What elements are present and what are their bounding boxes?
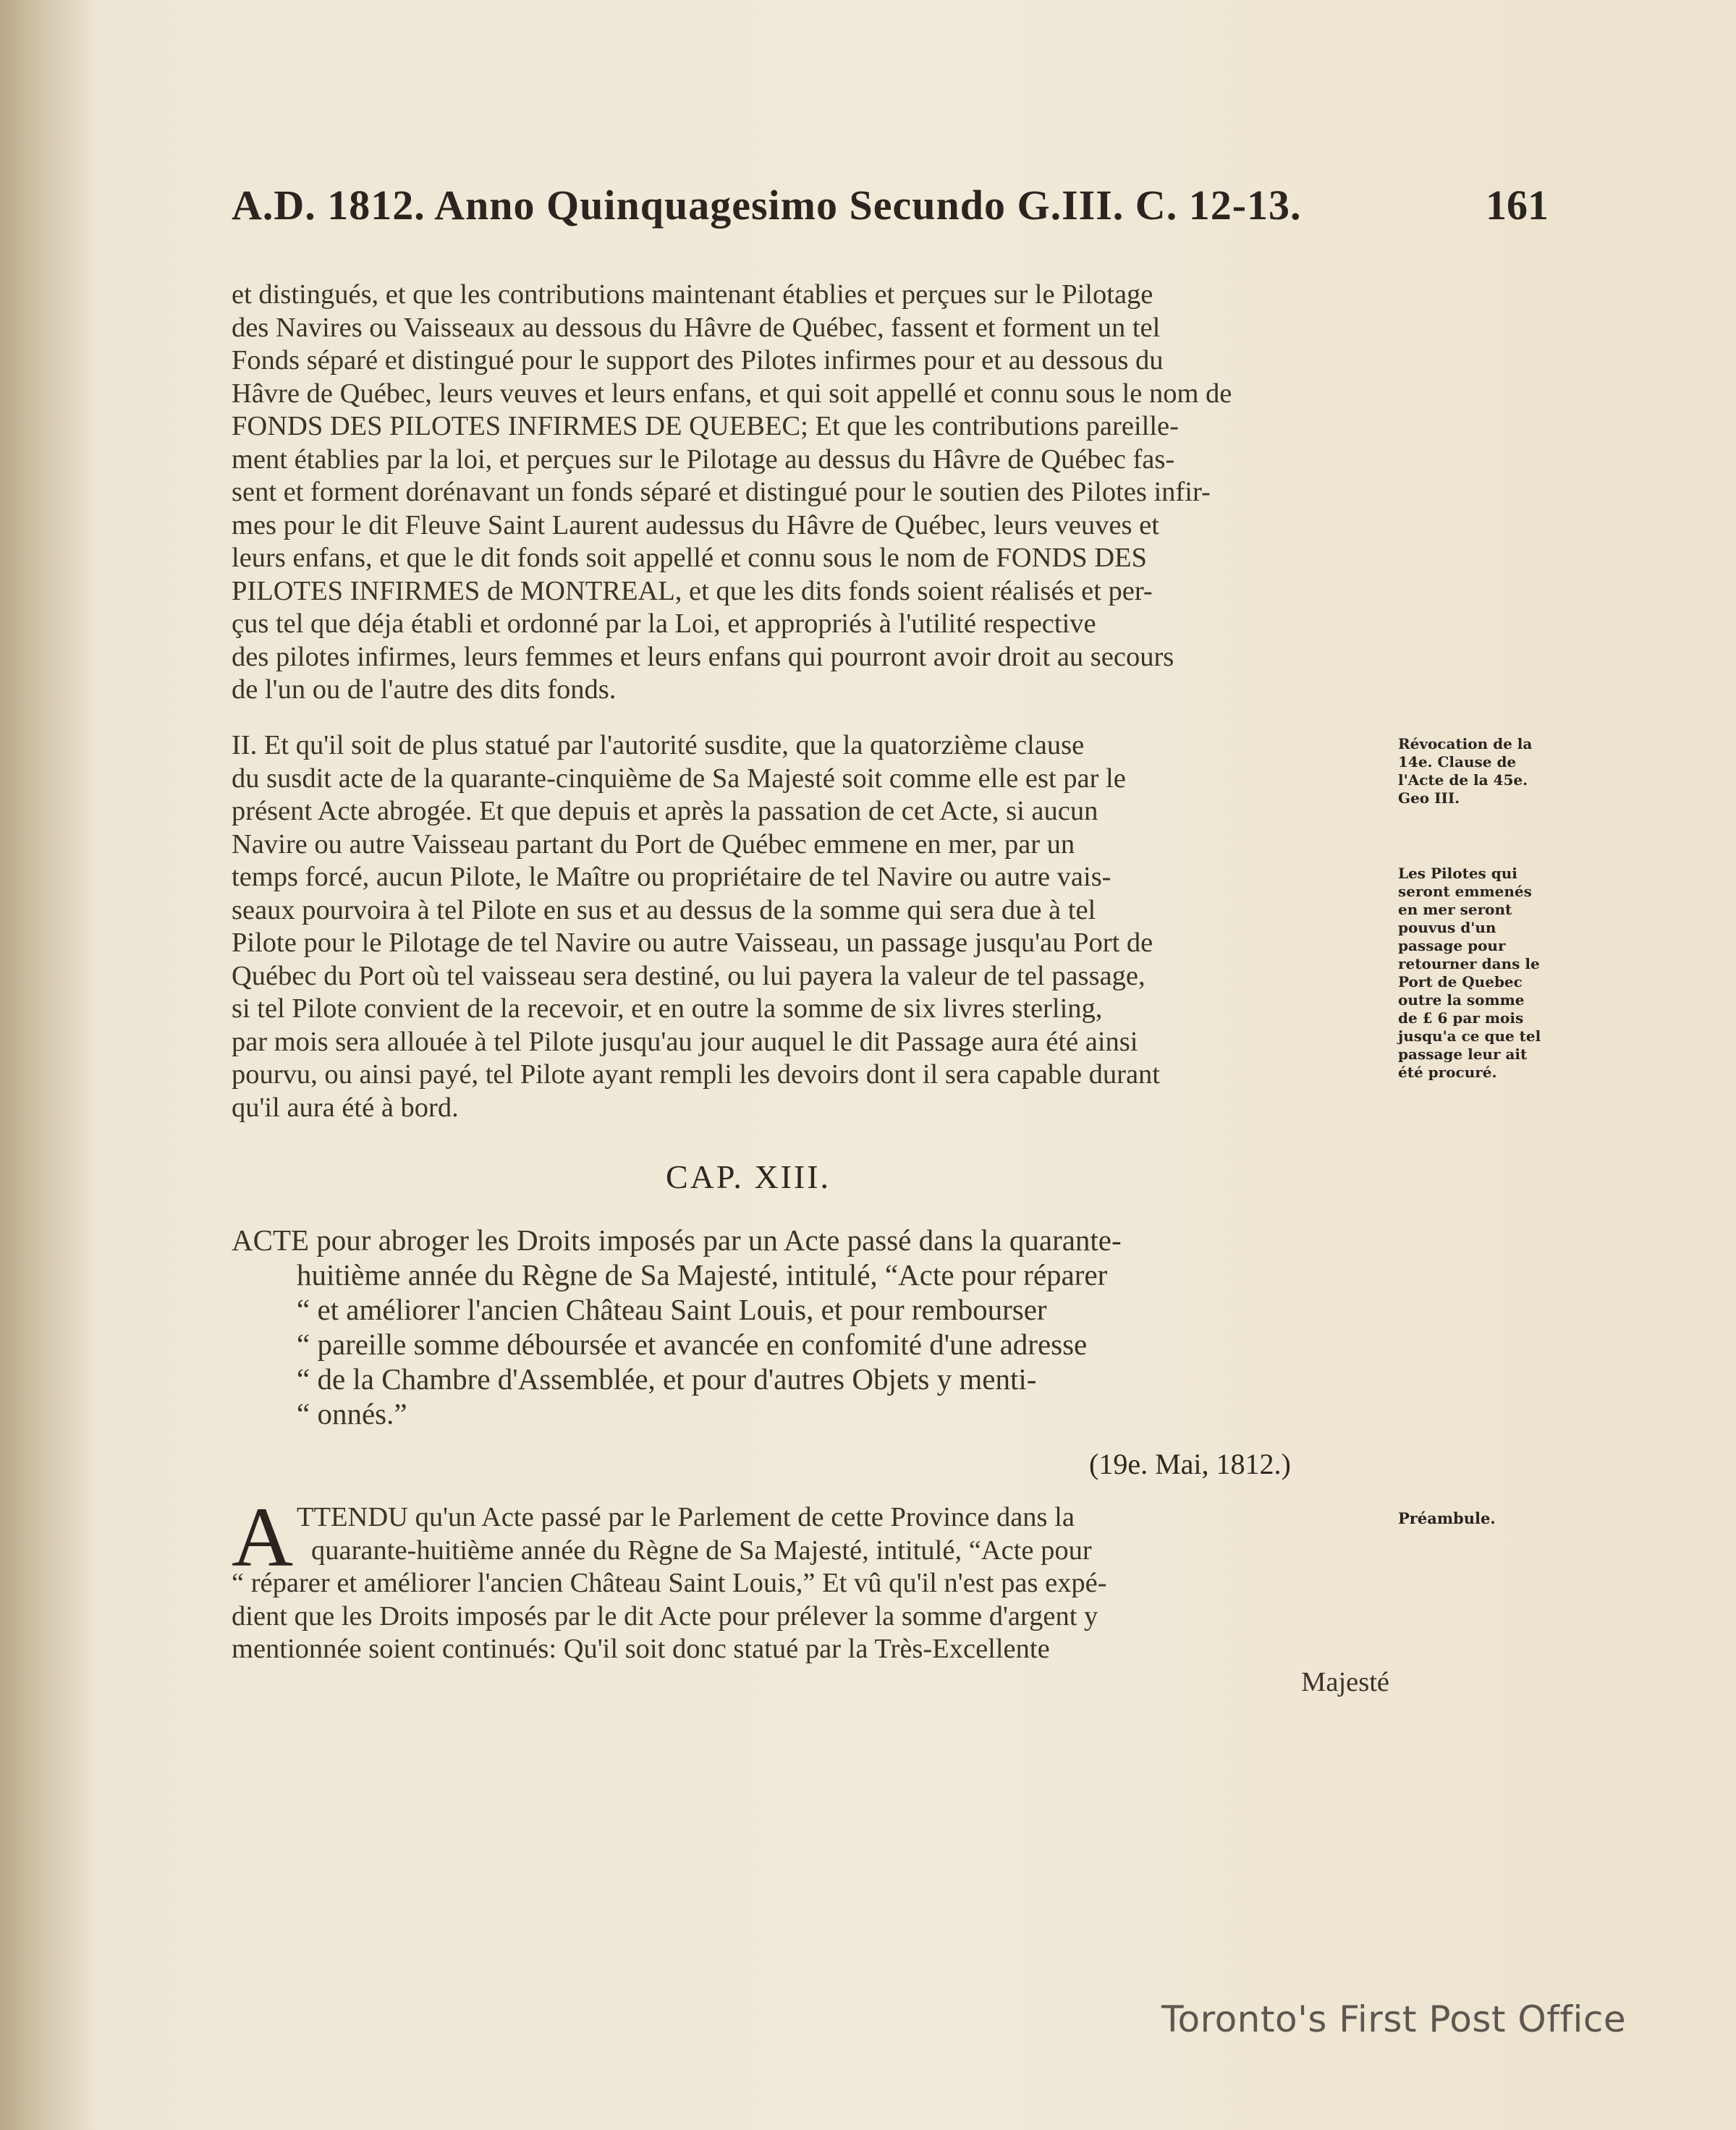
text-line: Québec du Port où tel vaisseau sera destiné, ou lui payera la valeur de tel passage, [232,960,1146,991]
text-line: mentionnée soient continués: Qu'il soit donc statué par la Très-Excellente [232,1634,1050,1664]
text-line: par mois sera allouée à tel Pilote jusqu'au jour auquel le dit Passage aura été ainsi [232,1026,1138,1057]
margin-note-revocation: Révocation de la 14e. Clause de l'Acte de la 45e. Geo III. [1398,735,1533,807]
text-line: Pilote pour le Pilotage de tel Navire ou autre Vaisseau, un passage jusqu'au Port de [232,928,1153,958]
text-line: qu'il aura été à bord. [232,1092,459,1123]
chapter-title: CAP. XIII. [666,1158,831,1195]
text-line: huitième année du Règne de Sa Majesté, intitulé, “Acte pour réparer [297,1258,1108,1291]
text-line: Majesté [1301,1666,1389,1697]
text-line: çus tel que déja établi et ordonné par la Loi, et appropriés à l'utilité respective [232,608,1096,639]
page-gutter [0,0,98,2130]
text-line: PILOTES INFIRMES de MONTREAL, et que les dits fonds soient réalisés et per- [232,575,1153,606]
text-line: si tel Pilote convient de la recevoir, et en outre la somme de six livres sterling, [232,993,1103,1024]
text-line: sent et forment dorénavant un fonds séparé et distingué pour le soutien des Pilotes infir- [232,477,1211,507]
text-line: “ onnés.” [297,1397,407,1430]
running-header [232,181,1549,246]
page-number: 161 [1486,182,1549,229]
text-line: du susdit acte de la quarante-cinquième de Sa Majesté soit comme elle est par le [232,763,1126,794]
text-line: et distingués, et que les contributions maintenant établies et perçues sur le Pilotage [232,279,1153,310]
text-line: “ de la Chambre d'Assemblée, et pour d'autres Objets y menti- [297,1362,1037,1396]
text-line: des pilotes infirmes, leurs femmes et leurs enfans qui pourront avoir droit au secours [232,641,1174,672]
text-line: leurs enfans, et que le dit fonds soit appellé et connu sous le nom de FONDS DES [232,543,1147,573]
text-line: ACTE pour abroger les Droits imposés par un Acte passé dans la quarante- [232,1223,1122,1257]
section-2-paragraph [232,729,1389,1124]
text-line: “ réparer et améliorer l'ancien Château Saint Louis,” Et vû qu'il n'est pas expé- [232,1568,1107,1598]
text-line: Fonds séparé et distingué pour le support des Pilotes infirmes pour et au dessous du [232,345,1164,375]
preamble-paragraph [232,1501,1389,1699]
act-date: (19e. Mai, 1812.) [1089,1448,1291,1480]
text-line: temps forcé, aucun Pilote, le Maître ou propriétaire de tel Navire ou autre vais- [232,862,1112,892]
header-title: A.D. 1812. Anno Quinquagesimo Secundo G.III. C. 12-13. [232,182,1302,229]
margin-note-preambule: Préambule. [1398,1509,1496,1527]
text-line: FONDS DES PILOTES INFIRMES DE QUEBEC; Et que les contributions pareille- [232,411,1179,441]
text-line: mes pour le dit Fleuve Saint Laurent audessus du Hâvre de Québec, leurs veuves et [232,509,1159,540]
section-1-paragraph [232,279,1389,707]
text-line: présent Acte abrogée. Et que depuis et après la passation de cet Acte, si aucun [232,796,1098,826]
text-line: “ pareille somme déboursée et avancée en confomité d'une adresse [297,1328,1088,1361]
text-line: “ et améliorer l'ancien Château Saint Louis, et pour rembourser [297,1293,1047,1326]
text-line: quarante-huitième année du Règne de Sa Majesté, intitulé, “Acte pour [311,1535,1092,1566]
text-line: Navire ou autre Vaisseau partant du Port de Québec emmene en mer, par un [232,828,1075,860]
text-line: de l'un ou de l'autre des dits fonds. [232,674,617,705]
text-line: Hâvre de Québec, leurs veuves et leurs enfans, et qui soit appellé et connu sous le nom de [232,378,1232,409]
text-line: pourvu, ou ainsi payé, tel Pilote ayant rempli les devoirs dont il sera capable durant [232,1059,1160,1090]
acte-heading [232,1223,1389,1431]
text-line: seaux pourvoira à tel Pilote en sus et au dessus de la somme qui sera due à tel [232,894,1096,925]
text-line: TTENDU qu'un Acte passé par le Parlement de cette Province dans la [297,1502,1075,1532]
text-line: dient que les Droits imposés par le dit Acte pour prélever la somme d'argent y [232,1600,1098,1632]
margin-note-pilotes: Les Pilotes qui seront emmenés en mer seront pouvus d'un passage pour retourner dans le Port de Quebec outre la somme de £ 6 par mois jusqu'a ce que tel passage leur ait été procuré. [1398,865,1541,1081]
watermark-text: Toronto's First Post Office [1161,1998,1627,2040]
drop-cap: A [232,1490,294,1584]
text-line: des Navires ou Vaisseaux au dessous du Hâvre de Québec, fassent et forment un tel [232,312,1161,343]
text-line: ment établies par la loi, et perçues sur le Pilotage au dessus du Hâvre de Québec fas- [232,444,1175,475]
text-line: II. Et qu'il soit de plus statué par l'autorité susdite, que la quatorzième clause [232,730,1085,760]
